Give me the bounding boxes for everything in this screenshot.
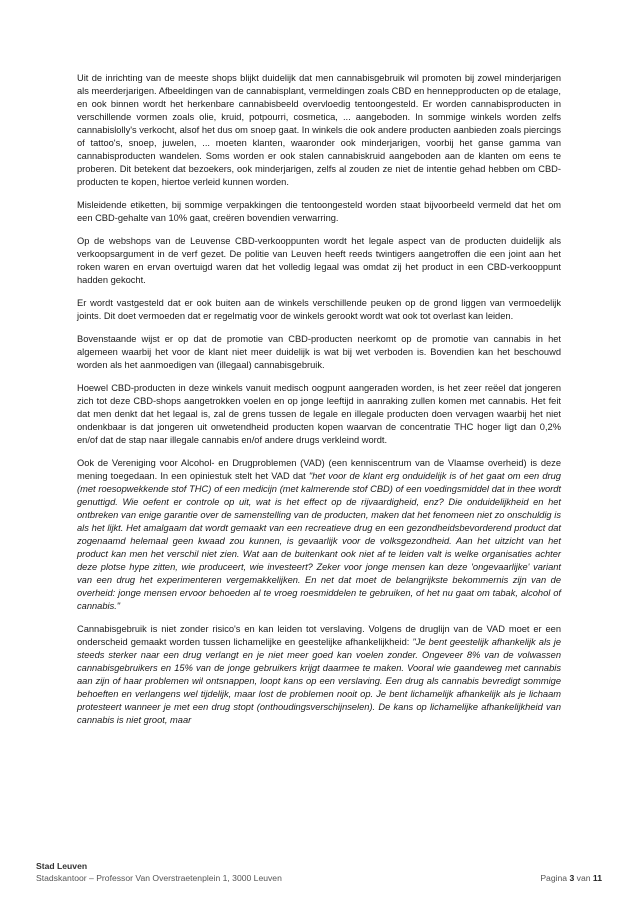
paragraph-webshops: Op de webshops van de Leuvense CBD-verkooppunten wordt het legale aspect van de producten duidelijk als verkoopsargument in de verf gezet. De politie van Leuven heeft reeds twintigers aangetroffen die een joint aan het roken waren en ervan overtuigd waren dat het volledig legaal was omdat zij het product in een CBD-verkooppunt hadden gekocht.: [77, 236, 561, 285]
vad-quote: "het voor de klant erg onduidelijk is of het gaat om een drug (met roesopwekkende stof THC) of een medicijn (met kalmerende stof CBD) of een voedingsmiddel dat in thee wordt genuttigd. Wie oefent er controle op uit, wat is het effect op de rijvaardigheid, enz? Die onduidelijkheid en het ontbreken van enige garantie over de samenstelling van de producten, maken dat het fenomeen niet zo onschuldig is als het lijkt. Het amalgaam dat wordt gemaakt van een recreatieve drug en een gezondheidsbevorderend product dat zogenaamd helemaal geen kwaad zou kunnen, is gevaarlijk voor de volksgezondheid. Aan het uitzicht van het product kan men het verschil niet zien. Wat aan de buitenkant ook niet af te leiden valt is welke organisaties achter deze plotse hype zitten, wie produceert, wie investeert? Zeker voor jonge mensen kan deze 'ongevaarlijke' variant van een drug het experimenteren vergemakkelijken. En net dat moet de belangrijkste bekommernis zijn van de overheid: jonge mensen ervoor behoeden al te vroeg roesmiddelen te gebruiken, of het nu gaat om tabak, alcohol of cannabis.": [77, 471, 561, 611]
paragraph-labels: Misleidende etiketten, bij sommige verpakkingen die tentoongesteld worden staat bijvoorbeeld vermeld dat het om een CBD-gehalte van 10% gaat, creëren bovendien verwarring.: [77, 200, 561, 223]
vad-intro: Ook de Vereniging voor Alcohol- en Drugproblemen (VAD) (een kenniscentrum van de Vlaamse overheid) is deze mening toegedaan. In een opiniestuk stelt het VAD dat: [77, 458, 561, 481]
addiction-quote: "Je bent geestelijk afhankelijk als je steeds sterker naar een drug verlangt en je niet meer goed kan voelen zonder. Ongeveer 8% van de volwassen cannabisgebruikers en 15% van de jonge gebruikers krijgt daarmee te maken. Vooral wie gaandeweg met cannabis aan zijn of haar problemen wil ontsnappen, loopt kans op een verslaving. Een drug als cannabis bevredigt sommige behoeften en verlangens wel tijdelijk, maar lost de problemen nooit op. Je bent lichamelijk afhankelijk als je lichaam protesteert wanneer je met een drug stopt (onthoudingsverschijnselen). De kans op lichamelijke afhankelijkheid van cannabis is niet groot, maar: [77, 637, 562, 725]
page-number: [540, 872, 602, 884]
page-footer: [36, 860, 602, 884]
footer-organization: Stad Leuven: [36, 861, 88, 871]
paragraph-addiction: [77, 623, 561, 727]
page-current: 3: [569, 873, 575, 883]
page-of: van: [576, 873, 591, 883]
paragraph-joints: Er wordt vastgesteld dat er ook buiten aan de winkels verschillende peuken op de grond liggen van vermoedelijk joints. Dit doet vermoeden dat er regelmatig voor de winkels gerookt wordt wat ook tot overlast kan leiden.: [77, 298, 561, 321]
paragraph-promotion: Bovenstaande wijst er op dat de promotie van CBD-producten neerkomt op de promotie van cannabis in het algemeen waarbij het voor de klant niet meer duidelijk is wat bij wet verboden is. Bovendien kan het beschouwd worden als het aanmoedigen van (illegaal) cannabisgebruik.: [77, 334, 561, 370]
document-body: [77, 72, 561, 737]
paragraph-vad: [77, 457, 561, 613]
addiction-intro: Cannabisgebruik is niet zonder risico's en kan leiden tot verslaving. Volgens de druglijn van de VAD moet er een onderscheid gemaakt worden tussen lichamelijke en geestelijke afhankelijkheid:: [77, 624, 561, 647]
paragraph-youth: Hoewel CBD-producten in deze winkels vanuit medisch oogpunt aangeraden worden, is het zeer reëel dat jongeren zich tot deze CBD-shops aangetrokken voelen en op jonge leeftijd in aanraking zullen komen met cannabis. Het feit dat men denkt dat het legaal is, zal de grens tussen de legale en illegale producten doen vervagen waarbij het niet ondenkbaar is dat jongeren uit onwetendheid producten kopen waarvan de concentratie THC hoger ligt dan 0,2% en/of dat de stap naar illegale cannabis en/of andere drugs verkleind wordt.: [77, 383, 561, 445]
footer-address: Stadskantoor – Professor Van Overstraetenplein 1, 3000 Leuven: [36, 873, 282, 883]
paragraph-shops: Uit de inrichting van de meeste shops blijkt duidelijk dat men cannabisgebruik wil promoten bij zowel minderjarigen als meerderjarigen. Afbeeldingen van de cannabisplant, vermeldingen zoals CBD en hennepproducten op de etalage, en ook binnen wordt het herkenbare cannabisbeeld overvloedig tentoongesteld. Er worden cannabisproducten in verschillende vormen zoals olie, kruid, potpourri, cosmetica, ... aangeboden. In sommige winkels worden zelfs cannabislolly's verkocht, alsof het dus om snoep gaat. In winkels die ook andere producten aanbieden zoals piercings of tattoo's, snoep, juwelen, ... moeten klanten, waaronder ook minderjarigen, voorbij het ganse gamma van cannabisproducten wandelen. Soms worden er ook stalen cannabiskruid aangeboden aan de klanten om eens te proberen. Dit betekent dat bezoekers, ook minderjarigen, zelfs al zouden ze niet de intentie gehad hebben om CBD-producten te kopen, hiertoe verleid kunnen worden.: [77, 73, 561, 187]
page-label: Pagina: [540, 873, 568, 883]
page-total: 11: [592, 873, 602, 883]
